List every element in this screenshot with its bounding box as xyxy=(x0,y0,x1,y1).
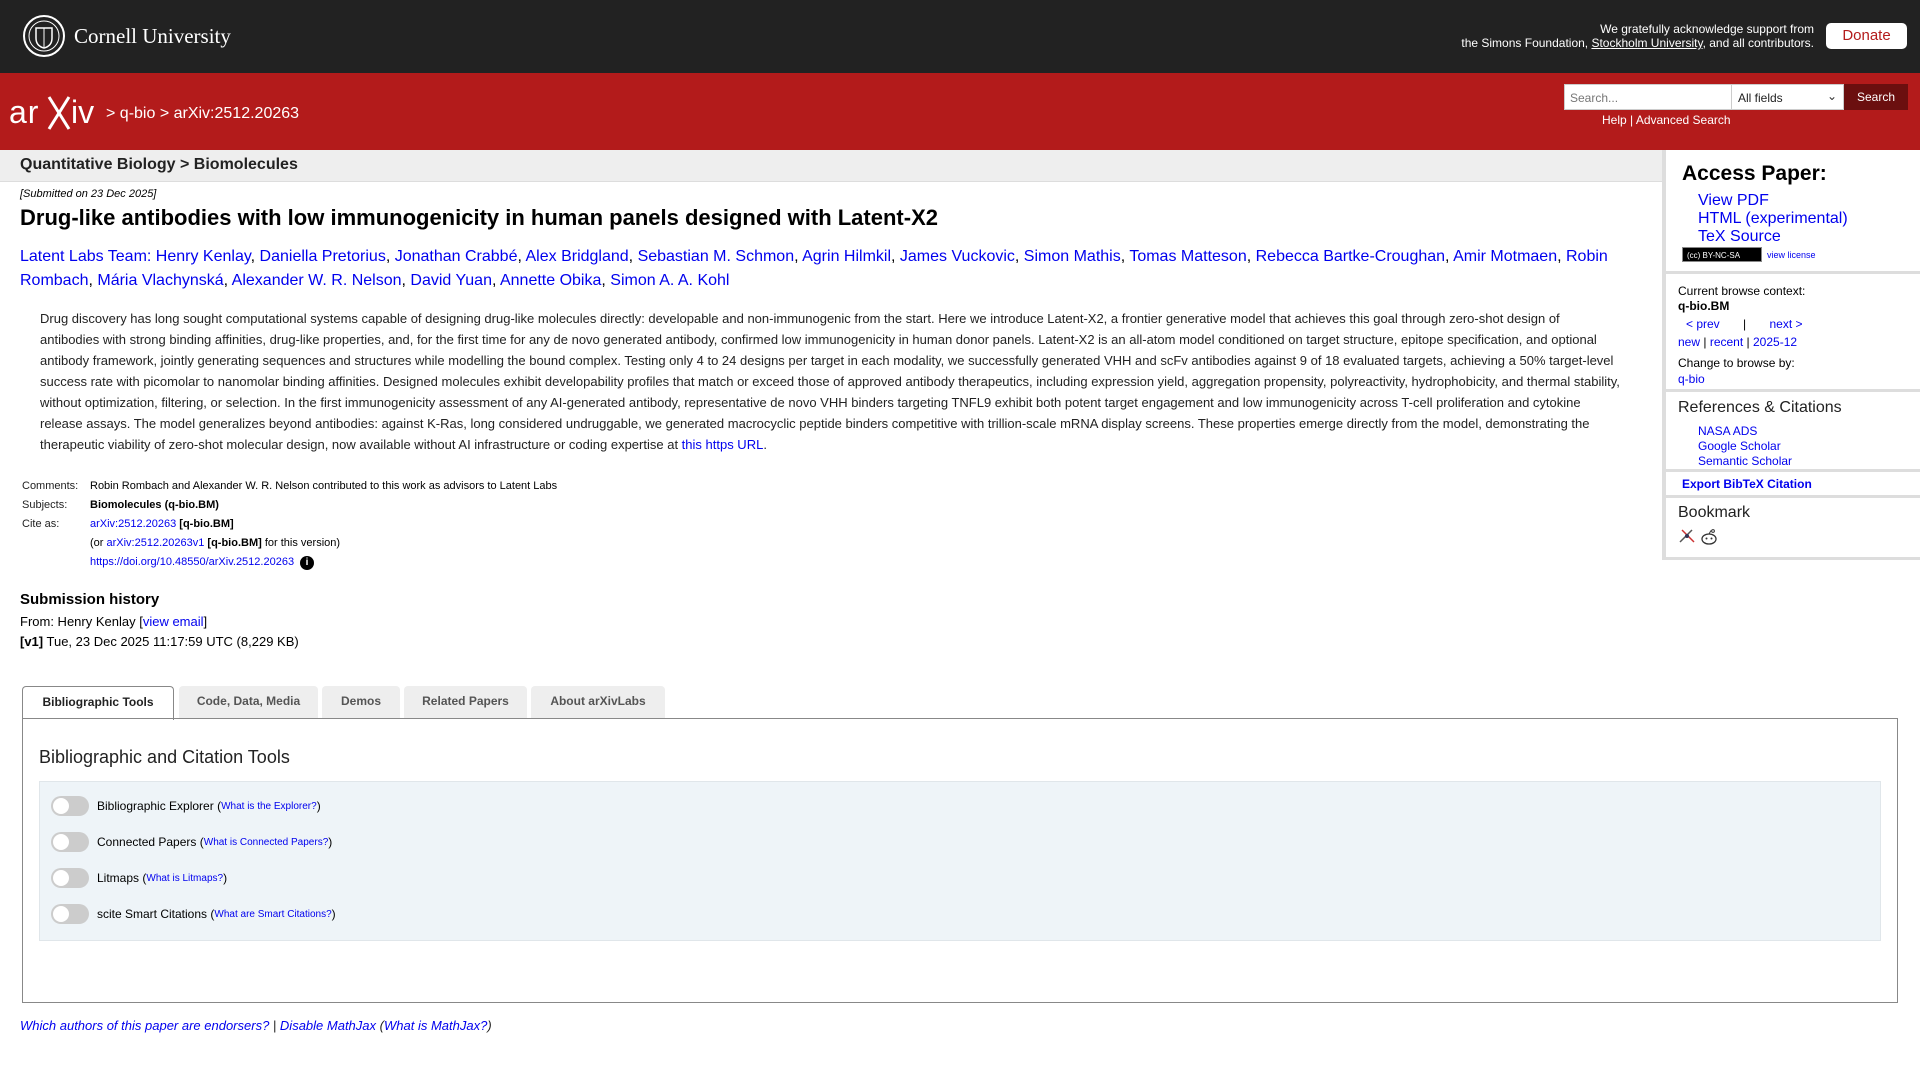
subjects-value: Biomolecules (q-bio.BM) xyxy=(90,499,219,511)
tool-row-connected-papers: Connected Papers ( What is Connected Papers? ) xyxy=(51,832,332,852)
advanced-search-link[interactable]: Advanced Search xyxy=(1635,113,1731,127)
arxiv-logo[interactable] xyxy=(9,93,101,133)
author-link[interactable]: Tomas Matteson xyxy=(1129,248,1247,265)
cite-v1-link[interactable]: arXiv:2512.20263v1 xyxy=(106,537,205,549)
disable-mathjax-link[interactable]: Disable MathJax xyxy=(279,1018,377,1033)
author-link[interactable]: James Vuckovic xyxy=(899,248,1015,265)
semantic-scholar-link[interactable]: Semantic Scholar xyxy=(1698,454,1793,468)
connected-papers-toggle[interactable] xyxy=(51,832,89,852)
endorsers-link[interactable]: Which authors of this paper are endorsers? xyxy=(20,1018,270,1033)
top-banner xyxy=(0,0,1920,73)
author-link[interactable]: Agrin Hilmkil xyxy=(802,248,892,265)
submission-history-heading: Submission history xyxy=(20,591,160,608)
cc-license-badge[interactable]: (cc) BY-NC-SA xyxy=(1682,247,1762,262)
stockholm-link[interactable]: Stockholm University xyxy=(1591,36,1703,50)
recent-link[interactable]: recent xyxy=(1709,335,1744,349)
help-links: Help | Advanced Search xyxy=(1602,113,1731,127)
author-link[interactable]: David Yuan xyxy=(410,272,492,289)
author-link[interactable]: Mária Vlachynská xyxy=(97,272,224,289)
tab-code-data-media[interactable]: Code, Data, Media xyxy=(179,686,318,718)
author-link[interactable]: Robin Rombach xyxy=(20,248,1608,289)
chevron-down-icon: ⌄ xyxy=(1826,89,1837,103)
what-is-mathjax-link[interactable]: What is MathJax? xyxy=(383,1018,488,1033)
tools-box xyxy=(39,781,1881,941)
search-button[interactable]: Search xyxy=(1844,84,1908,110)
cite-id-link[interactable]: arXiv:2512.20263 xyxy=(90,518,177,530)
references-heading: References & Citations xyxy=(1678,399,1842,416)
nasa-ads-link[interactable]: NASA ADS xyxy=(1698,424,1758,438)
tool-row-scite: scite Smart Citations ( What are Smart Citations? ) xyxy=(51,904,336,924)
litmaps-toggle[interactable] xyxy=(51,868,89,888)
search-input[interactable]: Search... xyxy=(1564,84,1732,110)
browse-context-section: Current browse context: q-bio.BM < prev | next > new | recent | 2025-12 Change to browse by: q-bio xyxy=(1666,274,1920,392)
author-link[interactable]: Alex Bridgland xyxy=(525,248,629,265)
author-link[interactable]: Latent Labs Team: Henry Kenlay xyxy=(20,248,251,265)
donate-button[interactable]: Donate xyxy=(1826,23,1907,49)
metadata-table: Comments: Robin Rombach and Alexander W. R. Nelson contributed to this work as advisors to Latent Labs Subjects: Biomolecules (q-bio.BM) Cite as: arXiv:2512.20263 [q-bio.BM] (or arXiv:2512.20263v1 [q-bio.BM] for this version) https://doi.org/10.48550/arXiv.2512.20263 i xyxy=(20,478,561,575)
page-title: Drug-like antibodies with low immunogenicity in human panels designed with Latent-X2 xyxy=(20,205,938,230)
access-paper-section xyxy=(1666,150,1920,274)
svg-text:ar: ar xyxy=(9,94,40,130)
info-icon[interactable]: i xyxy=(300,556,314,570)
search-field-select[interactable]: All fields ⌄ xyxy=(1731,84,1844,110)
help-link[interactable]: Help xyxy=(1602,113,1627,127)
author-link[interactable]: Rebecca Bartke-Croughan xyxy=(1255,248,1446,265)
context-value: q-bio.BM xyxy=(1678,299,1730,313)
comments-value: Robin Rombach and Alexander W. R. Nelson contributed to this work as advisors to Latent Labs xyxy=(90,480,558,492)
author-list: Latent Labs Team: Henry Kenlay, Daniella Pretorius, Jonathan Crabbé, Alex Bridgland, Sebastian M. Schmon, Agrin Hilmkil, James Vuckovic, Simon Mathis, Tomas Matteson, Rebecca Bartke-Croughan, Amir Motmaen, Robin Rombach, Mária Vlachynská, Alexander W. R. Nelson, David Yuan, Annette Obika, Simon A. A. Kohl xyxy=(20,248,1608,289)
explorer-help-link[interactable]: What is the Explorer? xyxy=(221,800,317,812)
tab-related-papers[interactable]: Related Papers xyxy=(404,686,527,718)
author-link[interactable]: Amir Motmaen xyxy=(1453,248,1558,265)
tab-about-arxivlabs[interactable]: About arXivLabs xyxy=(531,686,665,718)
author-link[interactable]: Annette Obika xyxy=(499,272,602,289)
abstract-url-link[interactable]: this https URL xyxy=(681,437,764,452)
connected-papers-help-link[interactable]: What is Connected Papers? xyxy=(203,836,329,848)
bookmark-section xyxy=(1666,498,1920,560)
scite-help-link[interactable]: What are Smart Citations? xyxy=(214,908,332,920)
cornell-logo[interactable] xyxy=(22,13,231,59)
author-link[interactable]: Simon A. A. Kohl xyxy=(610,272,730,289)
doi-link[interactable]: https://doi.org/10.48550/arXiv.2512.20263 xyxy=(90,556,295,568)
tool-row-explorer: Bibliographic Explorer ( What is the Explorer? ) xyxy=(51,796,321,816)
author-link[interactable]: Sebastian M. Schmon xyxy=(637,248,795,265)
tool-row-litmaps: Litmaps ( What is Litmaps? ) xyxy=(51,868,227,888)
author-link[interactable]: Jonathan Crabbé xyxy=(394,248,518,265)
view-license-link[interactable]: view license xyxy=(1767,249,1816,260)
view-pdf-link[interactable]: View PDF xyxy=(1698,192,1769,209)
sidebar xyxy=(1662,150,1920,560)
bibsonomy-icon[interactable] xyxy=(1678,528,1696,544)
submission-from: From: Henry Kenlay [view email] xyxy=(20,614,208,629)
tab-bibliographic-tools[interactable]: Bibliographic Tools xyxy=(22,686,174,720)
references-section xyxy=(1666,392,1920,472)
cornell-seal-icon xyxy=(22,13,66,59)
export-bibtex-link[interactable]: Export BibTeX Citation xyxy=(1682,477,1812,491)
month-link[interactable]: 2025-12 xyxy=(1753,335,1798,349)
svg-text:iv: iv xyxy=(71,94,95,130)
access-paper-heading: Access Paper: xyxy=(1682,162,1827,185)
view-email-link[interactable]: view email xyxy=(142,614,204,629)
version-entry: [v1] Tue, 23 Dec 2025 11:17:59 UTC (8,229 KB) xyxy=(20,634,299,649)
panel-title: Bibliographic and Citation Tools xyxy=(39,747,290,767)
breadcrumb[interactable]: > q-bio > arXiv:2512.20263 xyxy=(106,105,300,122)
subject-bar xyxy=(0,150,1662,182)
abstract: Drug discovery has long sought computational systems capable of designing drug-like molecules directly: developable and non-immunogenic from the start. Here we introduce Latent-X2, a frontier generative model that achieves this goal through zero-shot design of antibodies with strong binding affinities, drug-like properties, and, for the first time for any de novo generated antibody, confirmed low immunogenicity in human donor panels. Latent-X2 is an all-atom model conditioned on target structure, epitope specification, and optional antibody framework, jointly generating sequences and structures while modelling the bound complex. Testing only 4 to 24 designs per target in each modality, we successfully generated VHH and scFv antibodies against 9 of 18 evaluated targets, achieving a 50% target-level success rate with picomolar to nanomolar binding affinities. Designed molecules exhibit developability profiles that match or exceed those of approved antibody therapeutics, including expression yield, aggregation propensity, polyreactivity, hydrophobicity, and thermal stability, without optimization, filtering, or selection. In the first immunogenicity assessment of any AI-generated antibody, representative de novo VHH binders targeting TNFL9 exhibit both potent target engagement and low immunogenicity across T-cell proliferation and cytokine release assays. The model generalizes beyond antibodies: against K-Ras, long considered undruggable, we generated macrocyclic peptide binders competitive with trillion-scale mRNA display screens. These properties emerge directly from the model, demonstrating the therapeutic viability of zero-shot molecular design, now available without AI infrastructure or coding expertise at this https URL. xyxy=(40,311,1620,452)
submitted-date: [Submitted on 23 Dec 2025] xyxy=(20,188,157,200)
acknowledgement: We gratefully acknowledge support from the Simons Foundation, Stockholm University, and all contributors. xyxy=(1461,22,1814,50)
prev-link[interactable]: < prev xyxy=(1686,317,1720,331)
bookmark-heading: Bookmark xyxy=(1678,504,1751,521)
tab-demos[interactable]: Demos xyxy=(322,686,400,718)
litmaps-help-link[interactable]: What is Litmaps? xyxy=(146,872,224,884)
scite-toggle[interactable] xyxy=(51,904,89,924)
explorer-toggle[interactable] xyxy=(51,796,89,816)
tex-source-link[interactable]: TeX Source xyxy=(1698,228,1781,245)
bibtex-section xyxy=(1666,472,1920,498)
reddit-icon[interactable] xyxy=(1700,528,1718,546)
author-link[interactable]: Alexander W. R. Nelson xyxy=(231,272,402,289)
next-link[interactable]: next > xyxy=(1769,317,1803,331)
google-scholar-link[interactable]: Google Scholar xyxy=(1698,439,1781,453)
university-name: Cornell University xyxy=(74,23,231,48)
author-link[interactable]: Simon Mathis xyxy=(1023,248,1121,265)
browse-qbio-link[interactable]: q-bio xyxy=(1678,372,1705,386)
subject-heading: Quantitative Biology > Biomolecules xyxy=(20,156,298,173)
new-link[interactable]: new xyxy=(1678,335,1701,349)
footer-links: Which authors of this paper are endorsers? | Disable MathJax (What is MathJax?) xyxy=(20,1018,492,1033)
tab-panel xyxy=(22,718,1898,1003)
html-experimental-link[interactable]: HTML (experimental) xyxy=(1698,210,1848,227)
author-link[interactable]: Daniella Pretorius xyxy=(259,248,386,265)
arxiv-header xyxy=(0,73,1920,150)
